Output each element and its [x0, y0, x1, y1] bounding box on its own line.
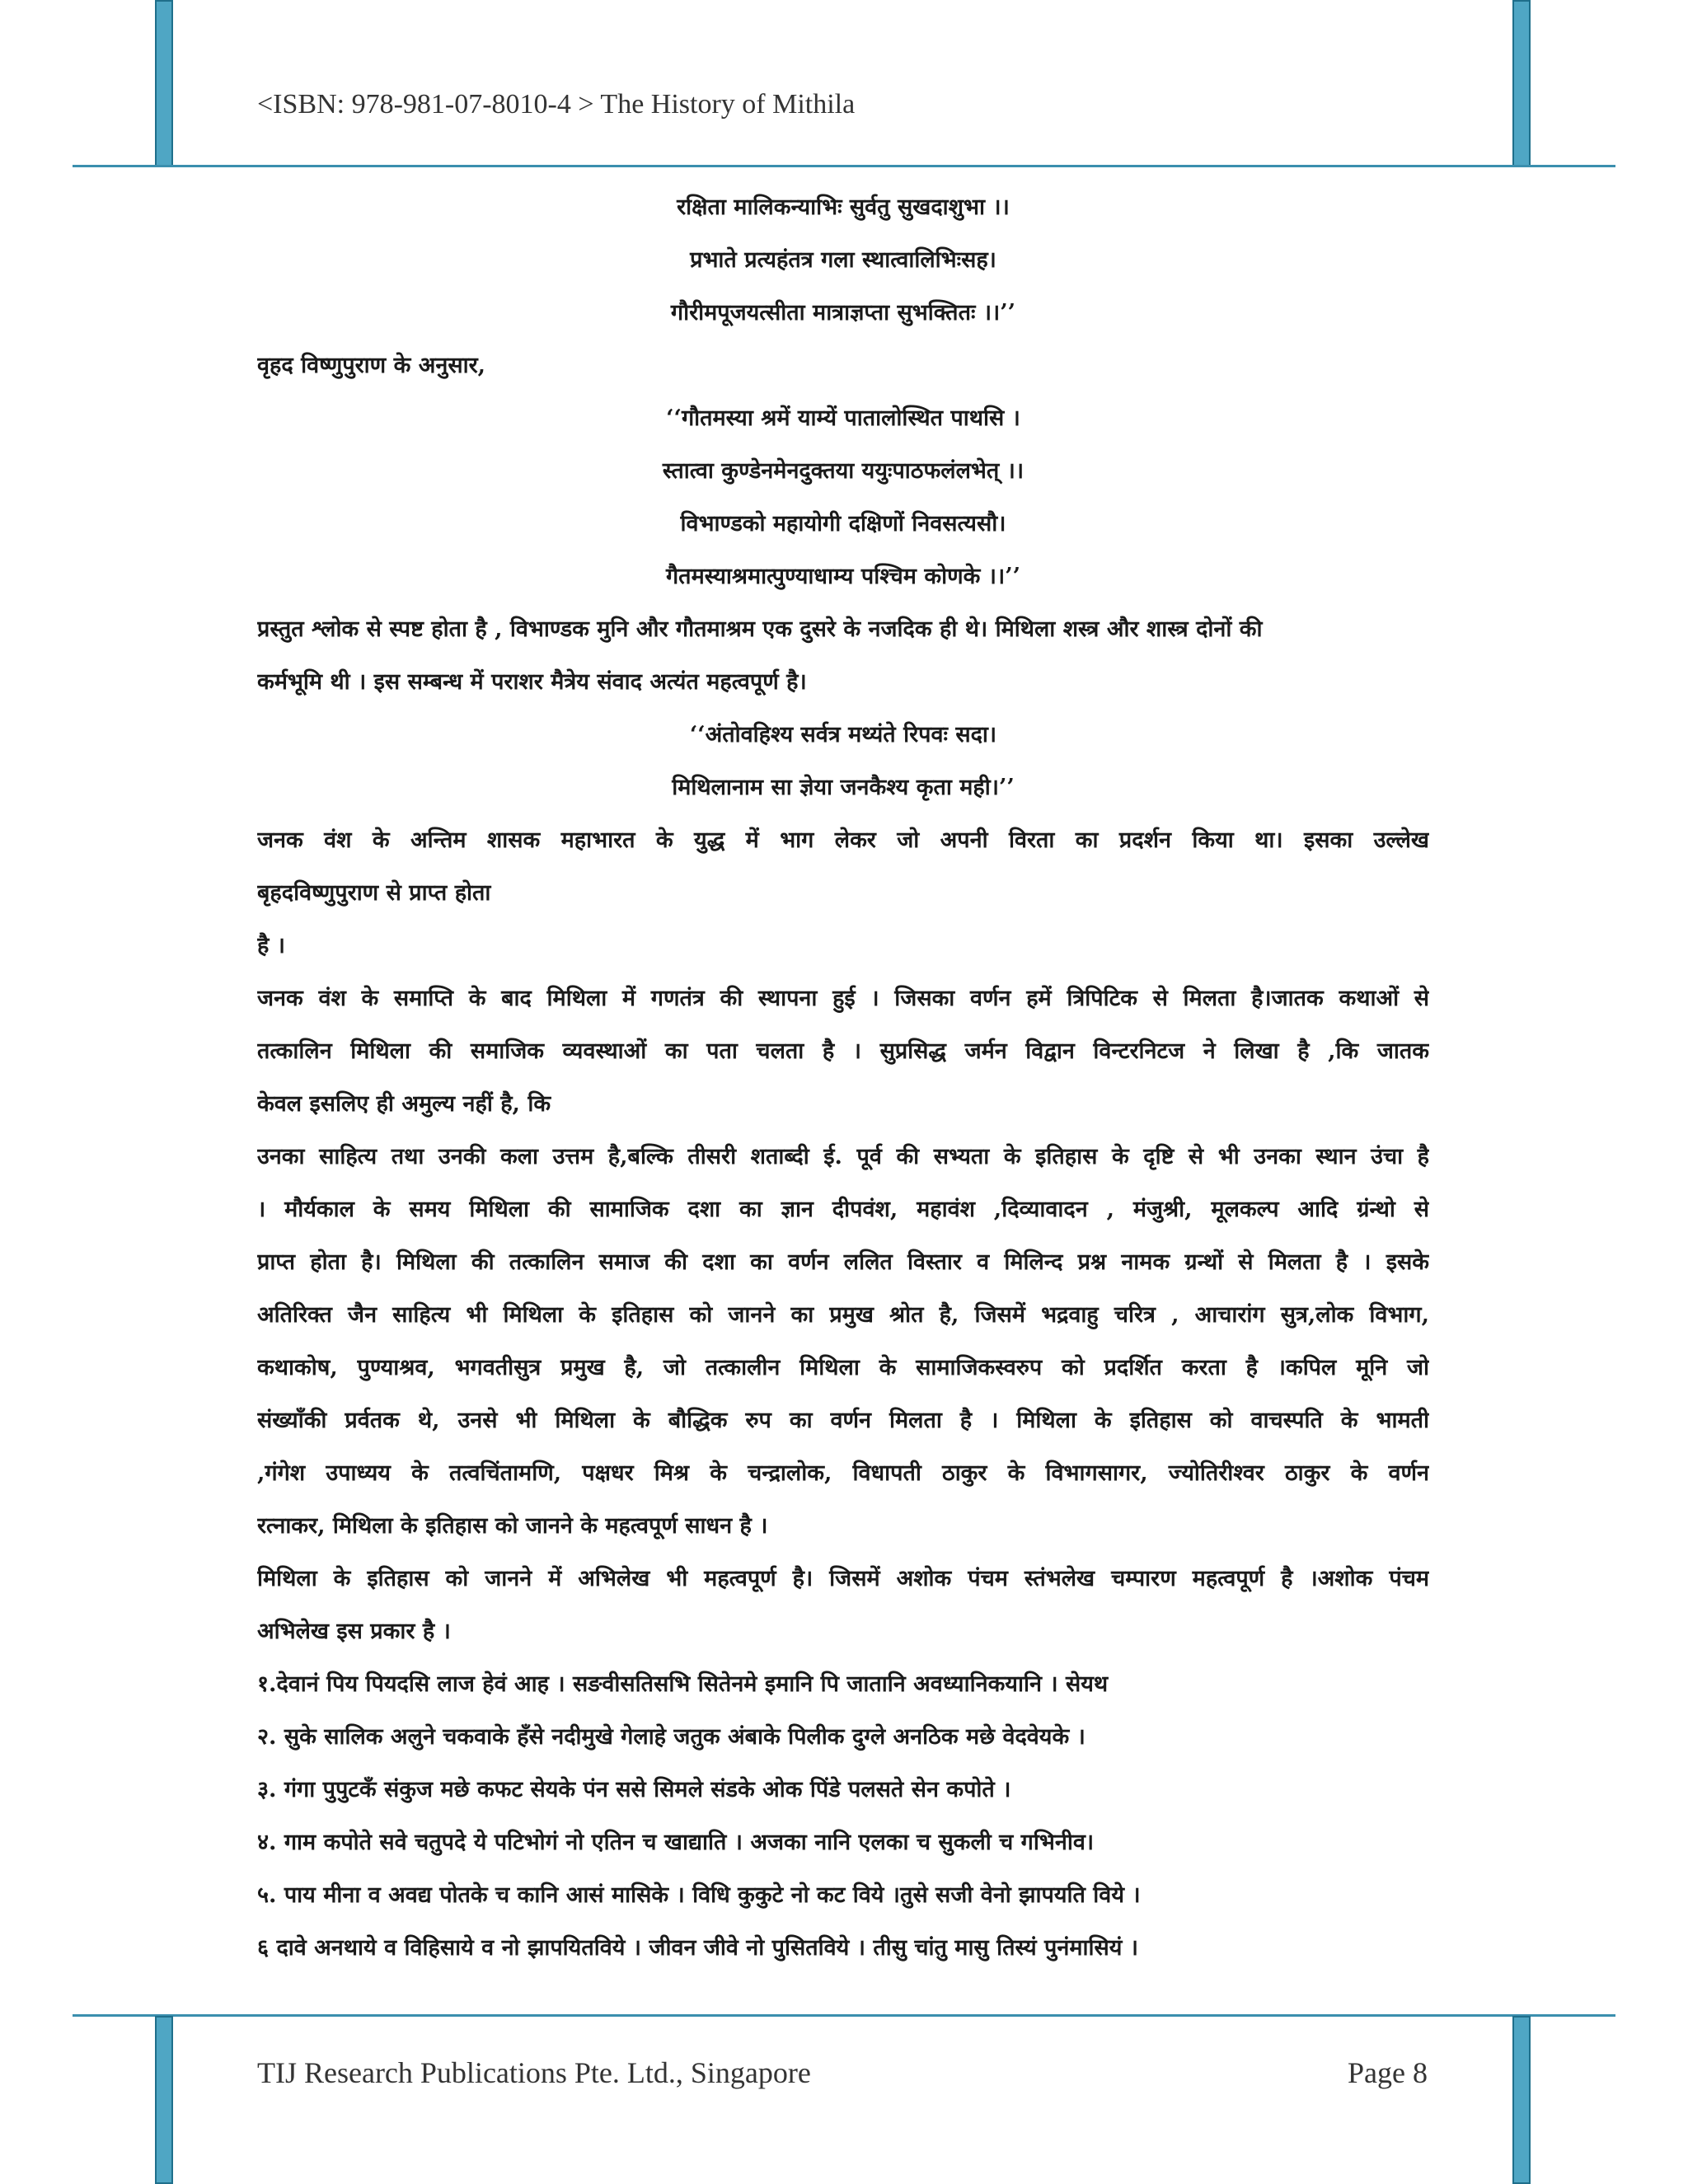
page-body: [257, 181, 1429, 1975]
text-line: ४. गाम कपोते सवे चतुपदे ये पटिभोगं नो एतिन च खाद्याति । अजका नानि एलका च सुकली च गभिनीव।: [257, 1830, 1095, 1855]
text-line: । मौर्यकाल के समय मिथिला की सामाजिक दशा का ज्ञान दीपवंश, महावंश ,दिव्यावादन , मंजुश्री, मूलकल्प आदि ग्रंन्थो से: [257, 1197, 1429, 1222]
top-right-border-bar: [1512, 0, 1531, 166]
top-left-border-bar: [155, 0, 173, 166]
verse-line: गैतमस्याश्रमात्पुण्याधाम्य पश्चिम कोणके ।।’’: [665, 564, 1021, 589]
text-line: अतिरिक्त जैन साहित्य भी मिथिला के इतिहास को जानने का प्रमुख श्रोत है, जिसमें भद्रवाहु चरित्र , आचारांग सुत्र,लोक विभाग,: [257, 1302, 1429, 1328]
verse-line: विभाण्डको महायोगी दक्षिणों निवसत्यसौ।: [680, 511, 1006, 537]
text-line: ३. गंगा पुपुटकँ संकुज मछे कफट सेयके पंन ससे सिमले संडके ओक पिंडे पलसते सेन कपोते ।: [257, 1777, 1011, 1802]
verse-line: रक्षिता मालिकन्याभिः सुर्वतु सुखदाशुभा ।।: [677, 194, 1010, 220]
verse-line: प्रभाते प्रत्यहंतत्र गला स्थात्वालिभिःसह।: [690, 247, 996, 273]
text-line: मिथिला के इतिहास को जानने में अभिलेख भी महत्वपूर्ण है। जिसमें अशोक पंचम स्तंभलेख चम्पारण महत्वपूर्ण है ।अशोक पंचम: [257, 1566, 1429, 1591]
header-rule: [73, 165, 1615, 167]
text-line: कर्मभूमि थी । इस सम्बन्ध में पराशर मैत्रेय संवाद अत्यंत महत्वपूर्ण है।: [257, 669, 807, 695]
text-line: प्राप्त होता है। मिथिला की तत्कालिन समाज की दशा का वर्णन ललित विस्तार व मिलिन्द प्रश्न नामक ग्रन्थों से मिलता है । इसके: [257, 1249, 1429, 1275]
text-line: ५. पाय मीना व अवद्य पोतके च कानि आसं मासिके । विधि कुकुटे नो कट विये ।तुसे सजी वेनो झापयति विये ।: [257, 1882, 1141, 1908]
verse-line: ‘‘अंतोवहिश्य सर्वत्र मथ्यंते रिपवः सदा।: [689, 722, 997, 748]
text-line: प्रस्तुत श्लोक से स्पष्ट होता है , विभाण्डक मुनि और गौतमाश्रम एक दुसरे के नजदिक ही थे। मिथिला शस्त्र और शास्त्र दोनों की: [257, 616, 1263, 642]
text-line: संख्याँकी प्रर्वतक थे, उनसे भी मिथिला के बौद्धिक रुप का वर्णन मिलता है । मिथिला के इतिहास को वाचस्पति के भामती: [257, 1408, 1429, 1433]
footer-rule: [73, 2014, 1615, 2017]
page-number: Page 8: [1348, 2056, 1428, 2089]
text-line: केवल इसलिए ही अमुल्य नहीं है, कि: [257, 1091, 551, 1117]
text-line: उनका साहित्य तथा उनकी कला उत्तम है,बल्कि तीसरी शताब्दी ई. पूर्व की सभ्यता के इतिहास के दृष्टि से भी उनका स्थान उंचा है: [257, 1144, 1429, 1169]
text-line: अभिलेख इस प्रकार है ।: [257, 1619, 451, 1644]
text-line: बृहदविष्णुपुराण से प्राप्त होता: [257, 880, 491, 906]
text-line: रत्नाकर, मिथिला के इतिहास को जानने के महत्वपूर्ण साधन है ।: [257, 1513, 768, 1539]
bottom-right-border-bar: [1512, 2016, 1531, 2184]
text-line: २. सुके सालिक अलुने चकवाके हँसे नदीमुखे गेलाहे जतुक अंबाके पिलीक दुग्ले अनठिक मछे वेदवेयके ।: [257, 1724, 1085, 1750]
text-line: ,गंगेश उपाध्यय के तत्वचिंतामणि, पक्षधर मिश्र के चन्द्रालोक, विधापती ठाकुर के विभागसागर, ज्योतिरीश्वर ठाकुर के वर्णन: [257, 1460, 1429, 1486]
footer-publisher: TIJ Research Publications Pte. Ltd., Singapore: [257, 2056, 811, 2089]
text-line: १.देवानं पिय पियदसि लाज हेवं आह । सङवीसतिसभि सितेनमे इमानि पि जातानि अवध्यानिकयानि । सेयथ: [257, 1671, 1109, 1697]
text-line: तत्कालिन मिथिला की समाजिक व्यवस्थाओं का पता चलता है । सुप्रसिद्ध जर्मन विद्वान विन्टरनिटज ने लिखा है ,कि जातक: [257, 1038, 1429, 1064]
bottom-left-border-bar: [155, 2016, 173, 2184]
text-line: ६ दावे अनथाये व विहिसाये व नो झापयितविये । जीवन जीवे नो पुसितविये । तीसु चांतु मासु तिस्यं पुनंमासियं ।: [257, 1935, 1139, 1961]
running-header: <ISBN: 978-981-07-8010-4 > The History of Mithila: [257, 89, 856, 120]
text-line: वृहद विष्णुपुराण के अनुसार,: [257, 353, 486, 378]
text-line: जनक वंश के समाप्ति के बाद मिथिला में गणतंत्र की स्थापना हुई । जिसका वर्णन हमें त्रिपिटिक से मिलता है।जातक कथाओं से: [257, 986, 1429, 1011]
verse-line: मिथिलानाम सा ज्ञेया जनकैश्य कृता मही।’’: [672, 775, 1015, 800]
verse-line: स्तात्वा कुण्डेनमेनदुक्तया ययुःपाठफलंलभेत् ।।: [662, 458, 1025, 484]
verse-line: गौरीमपूजयत्सीता मात्राज्ञप्ता सुभक्तितः ।।’’: [670, 300, 1016, 326]
text-line: जनक वंश के अन्तिम शासक महाभारत के युद्ध में भाग लेकर जो अपनी विरता का प्रदर्शन किया था। इसका उल्लेख: [257, 827, 1429, 853]
text-line: कथाकोष, पुण्याश्रव, भगवतीसुत्र प्रमुख है, जो तत्कालीन मिथिला के सामाजिकस्वरुप को प्रदर्शित करता है ।कपिल मूनि जो: [257, 1355, 1429, 1380]
text-line: है ।: [257, 933, 285, 958]
verse-line: ‘‘गौतमस्या श्रमें याम्यें पातालोस्थित पाथसि ।: [666, 405, 1020, 431]
